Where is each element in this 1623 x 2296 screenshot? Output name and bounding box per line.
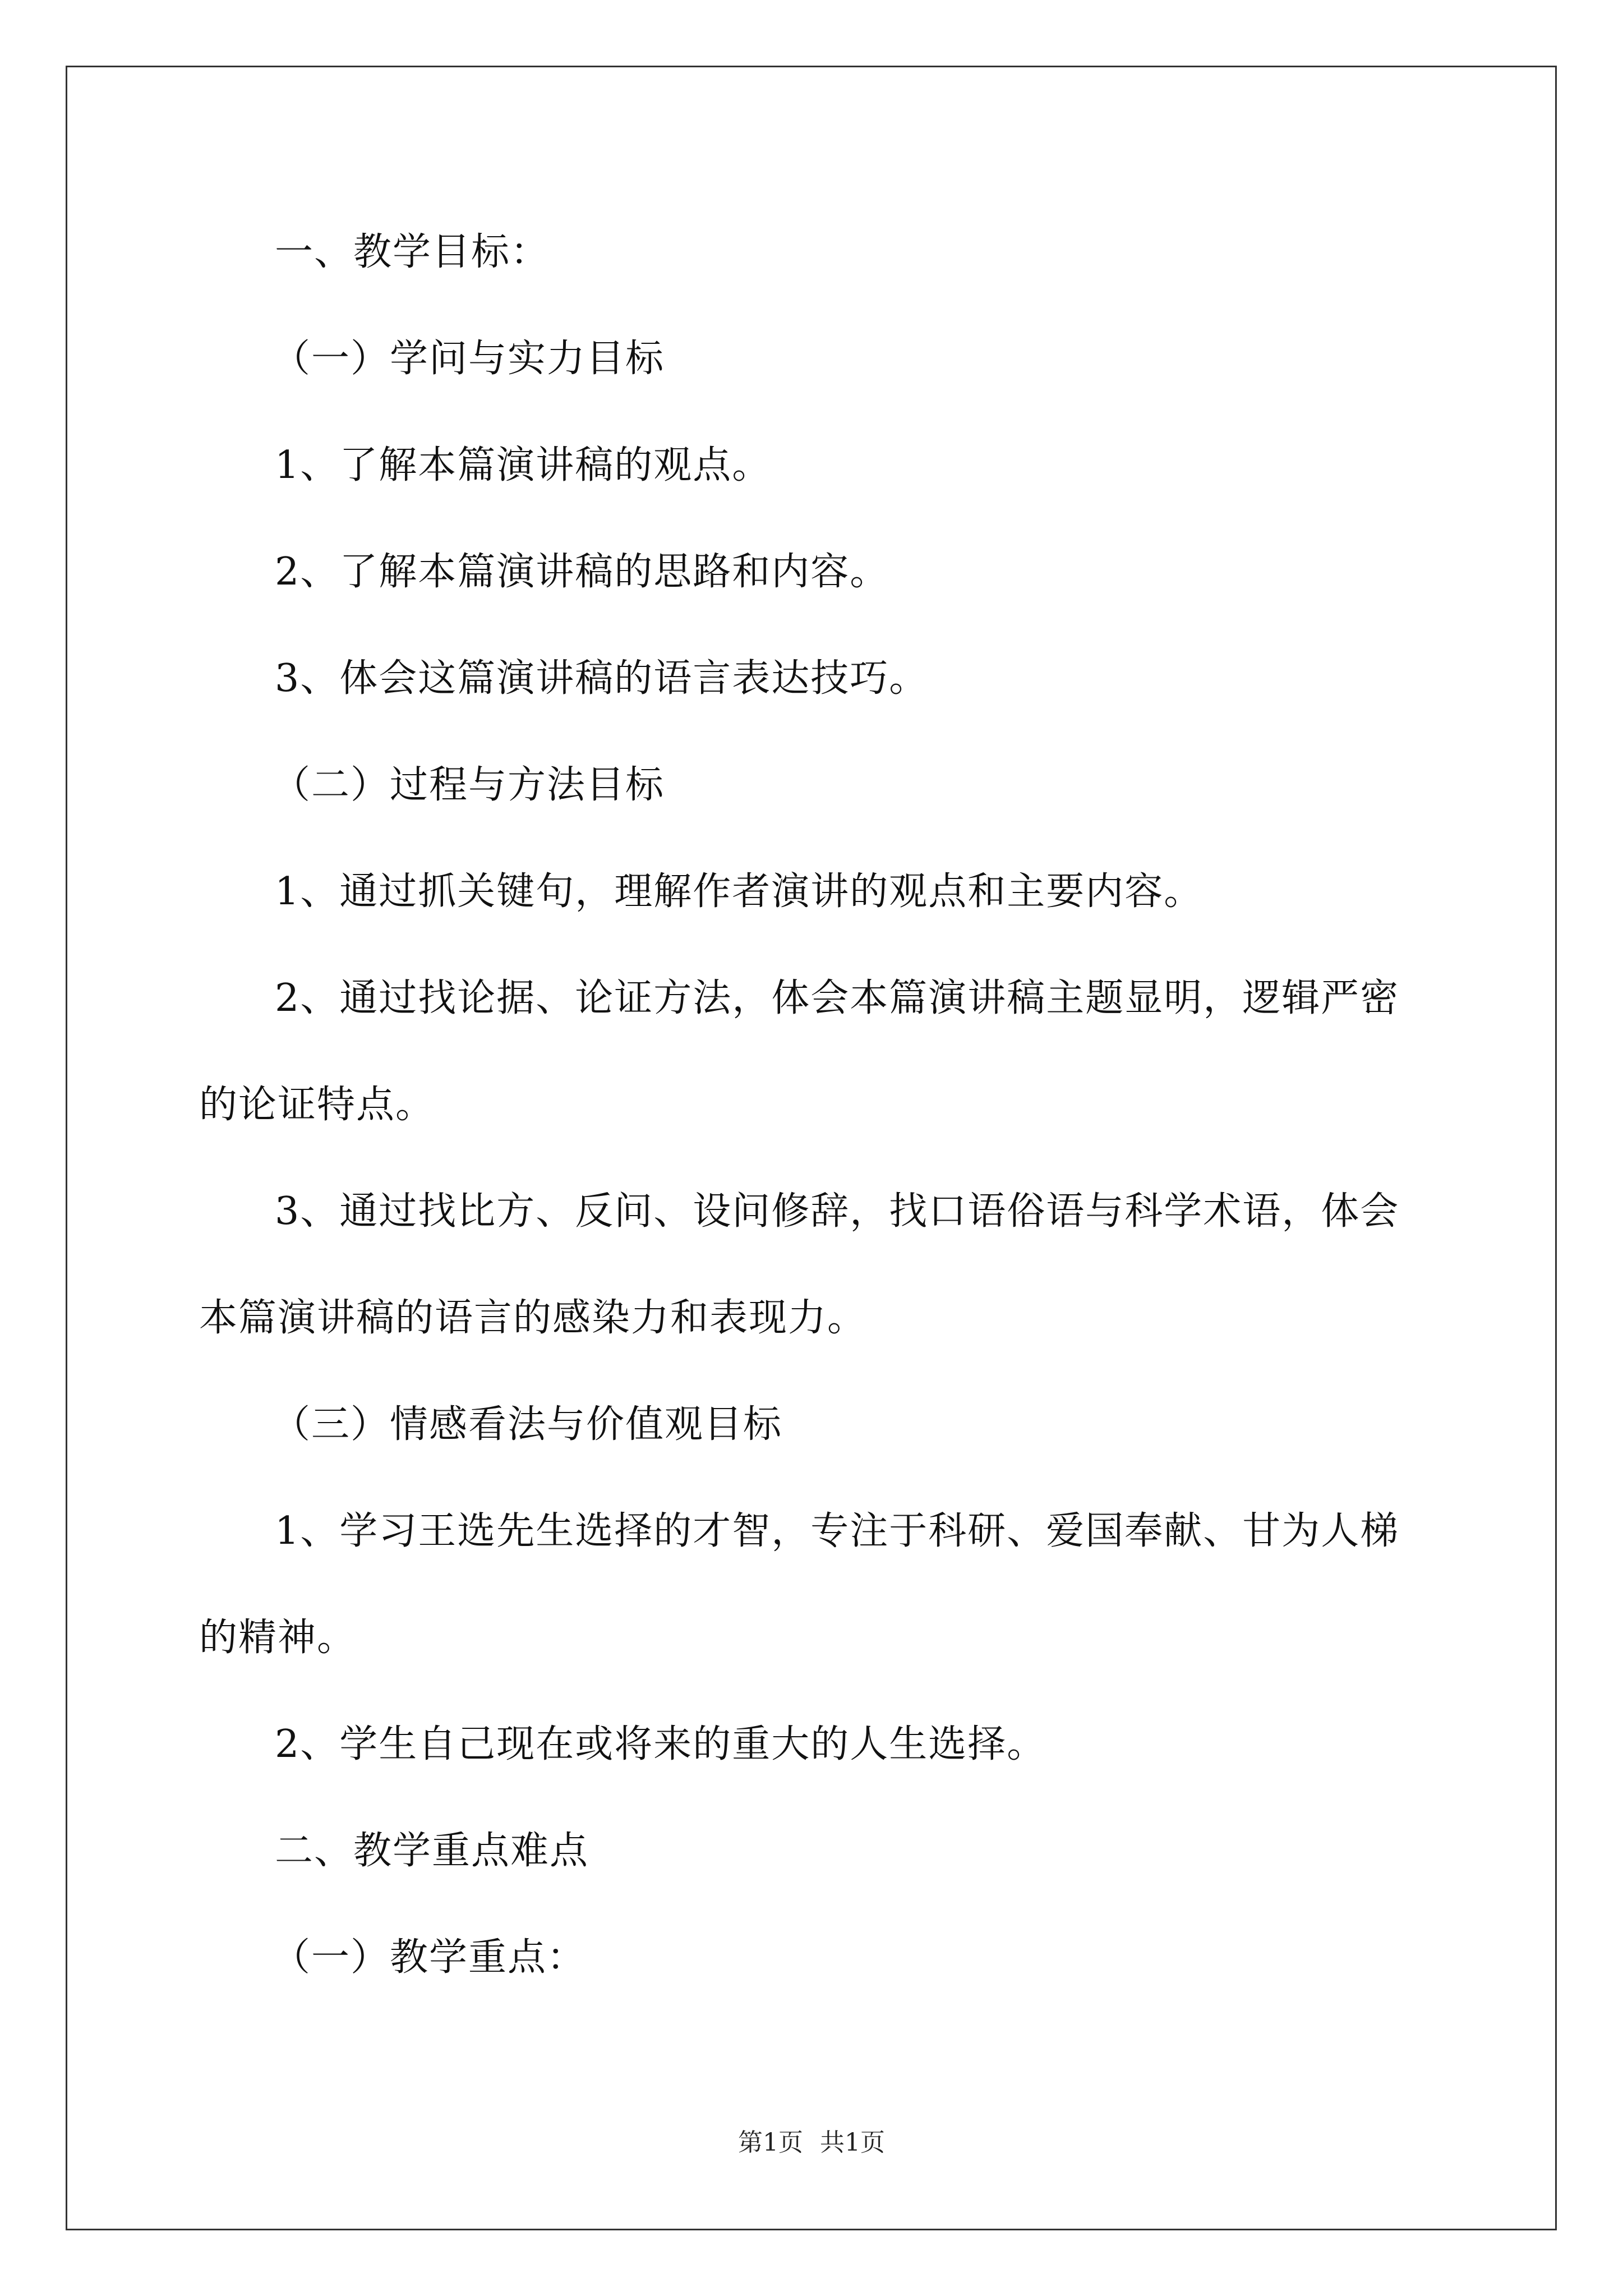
paragraph-line: 2、了解本篇演讲稿的思路和内容。 <box>275 550 889 594</box>
page-total-label: 共1页 <box>820 2128 885 2157</box>
paragraph-line: 3、通过找比方、反问、设问修辞，找口语俗语与科学术语，体会 <box>275 1189 1400 1234</box>
page-footer <box>0 2126 1623 2160</box>
paragraph-line: 本篇演讲稿的语言的感染力和表现力。 <box>199 1296 867 1340</box>
section-heading-key-points: 二、教学重点难点 <box>275 1829 589 1873</box>
paragraph-line: 2、通过找论据、论证方法，体会本篇演讲稿主题显明，逻辑严密 <box>275 976 1400 1020</box>
paragraph-line: 1、了解本篇演讲稿的观点。 <box>275 443 772 487</box>
paragraph-line: 3、体会这篇演讲稿的语言表达技巧。 <box>275 656 929 701</box>
paragraph-line: 2、学生自己现在或将来的重大的人生选择。 <box>275 1722 1046 1766</box>
subheading-emotion-values: （三）情感看法与价值观目标 <box>272 1402 783 1447</box>
paragraph-line: 1、学习王选先生选择的才智，专注于科研、爱国奉献、甘为人梯 <box>275 1509 1400 1553</box>
subheading-teaching-key-points: （一）教学重点： <box>272 1935 587 1980</box>
paragraph-line: 1、通过抓关键句，理解作者演讲的观点和主要内容。 <box>275 869 1204 914</box>
section-heading-teaching-goals: 一、教学目标： <box>275 230 550 274</box>
page-number-label: 第1页 <box>738 2128 803 2157</box>
paragraph-line: 的精神。 <box>199 1616 357 1660</box>
paragraph-line: 的论证特点。 <box>199 1083 435 1127</box>
subheading-process-method: （二）过程与方法目标 <box>272 763 665 807</box>
page-frame <box>66 66 1557 2230</box>
subheading-knowledge-ability: （一）学问与实力目标 <box>272 337 665 381</box>
